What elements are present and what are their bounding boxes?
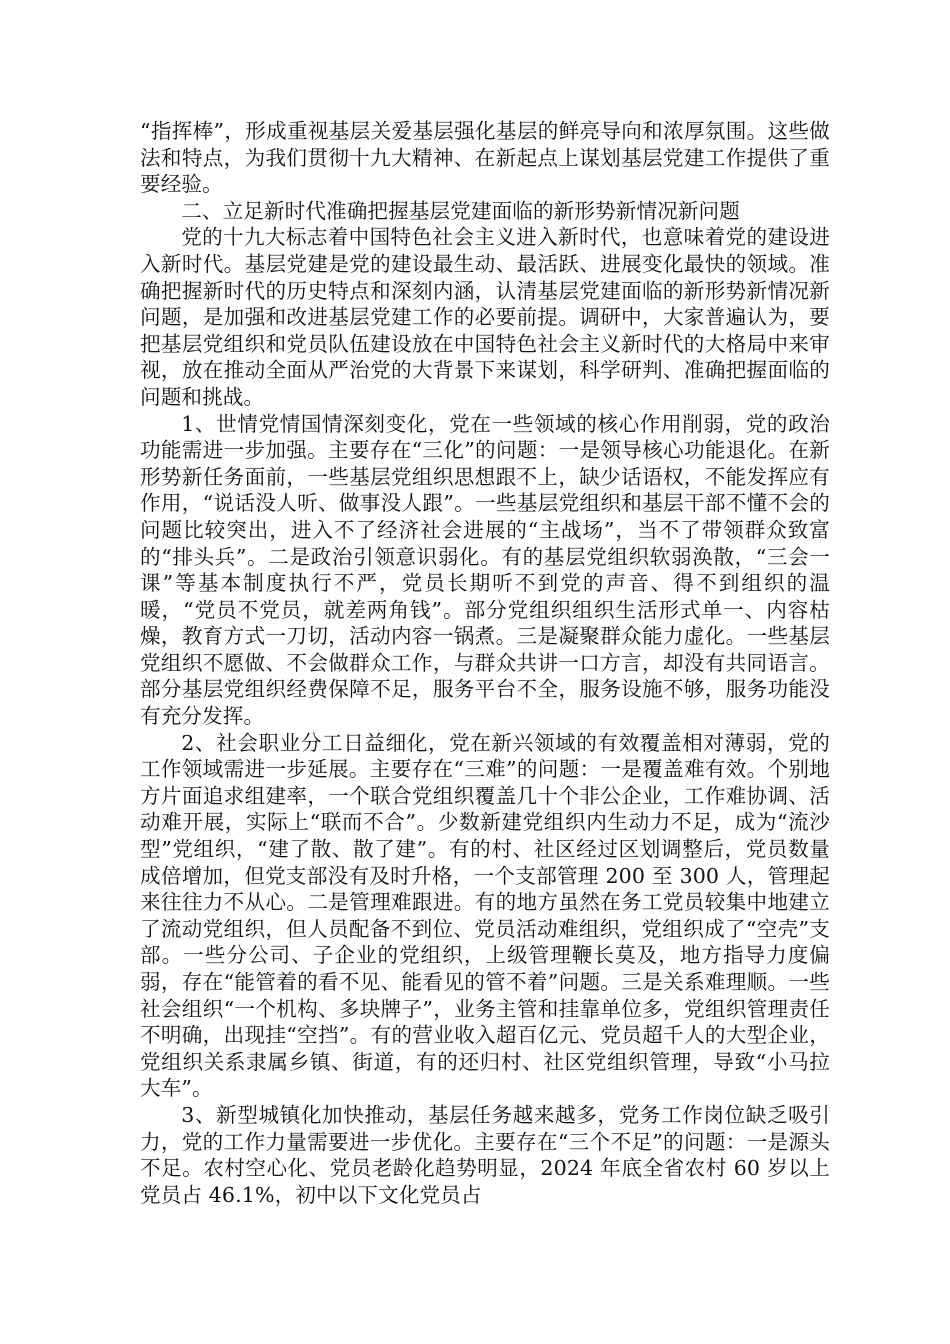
- paragraph-intro: 党的十九大标志着中国特色社会主义进入新时代，也意味着党的建设进入新时代。基层党建是党的建设最生动、最活跃、进展变化最快的领域。准确把握新时代的历史特点和深刻内涵，认清基层党建面临的新形势新情况新问题，是加强和改进基层党建工作的必要前提。调研中，大家普遍认为，要把基层党组织和党员队伍建设放在中国特色社会主义新时代的大格局中来审视，放在推动全面从严治党的大背景下来谋划，科学研判、准确把握面临的问题和挑战。: [140, 225, 830, 409]
- paragraph-point-3: 3、新型城镇化加快推动，基层任务越来越多，党务工作岗位缺乏吸引力，党的工作力量需要进一步优化。主要存在“三个不足”的问题：一是源头不足。农村空心化、党员老龄化趋势明显，2024 年底全省农村 60 岁以上党员占 46.1%，初中以下文化党员占: [140, 1102, 830, 1207]
- document-body: [140, 118, 830, 1208]
- section-heading: 二、立足新时代准确把握基层党建面临的新形势新情况新问题: [181, 198, 740, 223]
- paragraph-continuation: “指挥棒”，形成重视基层关爱基层强化基层的鲜亮导向和浓厚氛围。这些做法和特点，为我们贯彻十九大精神、在新起点上谋划基层党建工作提供了重要经验。: [140, 119, 830, 197]
- paragraph-point-2: 2、社会职业分工日益细化，党在新兴领域的有效覆盖相对薄弱，党的工作领域需进一步延展。主要存在“三难”的问题：一是覆盖难有效。个别地方片面追求组建率，一个联合党组织覆盖几十个非公企业，工作难协调、活动难开展，实际上“联而不合”。少数新建党组织内生动力不足，成为“流沙型”党组织，“建了散、散了建”。有的村、社区经过区划调整后，党员数量成倍增加，但党支部没有及时升格，一个支部管理 200 至 300 人，管理起来往往力不从心。二是管理难跟进。有的地方虽然在务工党员较集中地建立了流动党组织，但人员配备不到位、党员活动难组织，党组织成了“空壳”支部。一些分公司、子企业的党组织，上级管理鞭长莫及，地方指导力度偏弱，存在“能管着的看不见、能看见的管不着”问题。三是关系难理顺。一些社会组织“一个机构、多块牌子”，业务主管和挂靠单位多，党组织管理责任不明确，出现挂“空挡”。有的营业收入超百亿元、党员超千人的大型企业，党组织关系隶属乡镇、街道，有的还归村、社区党组织管理，导致“小马拉大车”。: [140, 730, 830, 1101]
- paragraph-point-1: 1、世情党情国情深刻变化，党在一些领域的核心作用削弱，党的政治功能需进一步加强。主要存在“三化”的问题：一是领导核心功能退化。在新形势新任务面前，一些基层党组织思想跟不上，缺少话语权，不能发挥应有作用，“说话没人听、做事没人跟”。一些基层党组织和基层干部不懂不会的问题比较突出，进入不了经济社会进展的“主战场”，当不了带领群众致富的“排头兵”。二是政治引领意识弱化。有的基层党组织软弱涣散，“三会一课”等基本制度执行不严，党员长期听不到党的声音、得不到组织的温暖，“党员不党员，就差两角钱”。部分党组织组织生活形式单一、内容枯燥，教育方式一刀切，活动内容一锅煮。三是凝聚群众能力虚化。一些基层党组织不愿做、不会做群众工作，与群众共讲一口方言，却没有共同语言。部分基层党组织经费保障不足，服务平台不全，服务设施不够，服务功能没有充分发挥。: [140, 411, 830, 729]
